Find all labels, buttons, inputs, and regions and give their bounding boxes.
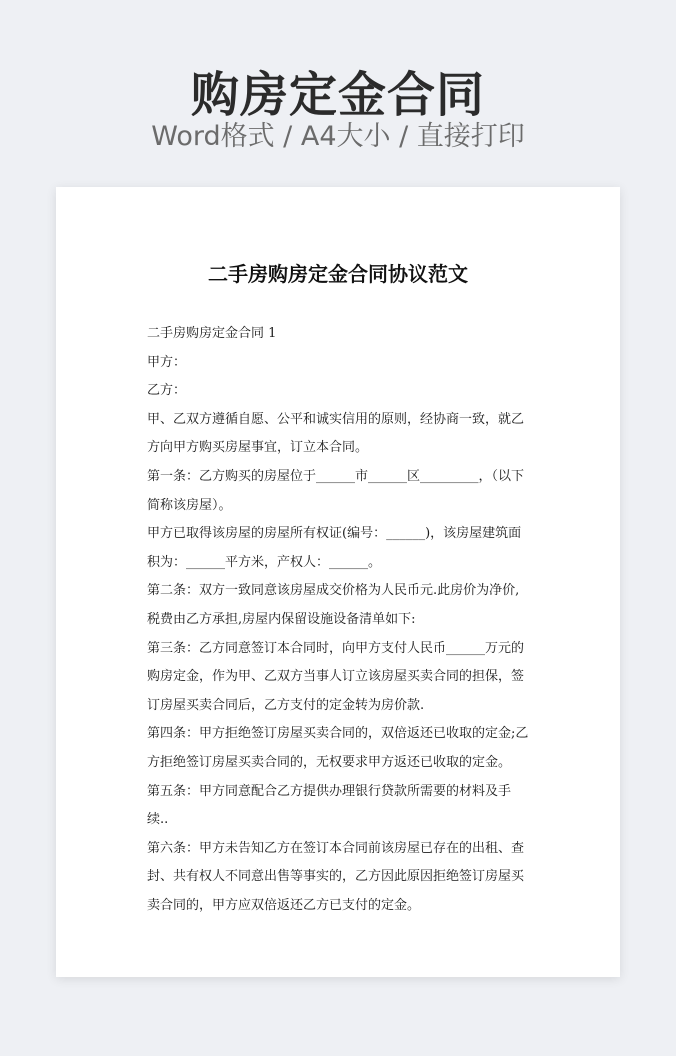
paragraph-article-1: 第一条：乙方购买的房屋位于______市______区_________，（以下简称该房屋）。 <box>147 468 525 513</box>
paragraph-article-3: 第三条：乙方同意签订本合同时，向甲方支付人民币______万元的购房定金，作为甲、乙双方当事人订立该房屋买卖合同的担保，签订房屋买卖合同后，乙方支付的定金转为房价款. <box>147 640 525 713</box>
banner-subtitle: Word格式 / A4大小 / 直接打印 <box>151 121 525 152</box>
paragraph-heading: 二手房购房定金合同 1 <box>147 326 277 341</box>
paragraph-party-a: 甲方： <box>147 354 187 370</box>
paragraph-article-2: 第二条：双方一致同意该房屋成交价格为人民币元.此房价为净价,税费由乙方承担,房屋内保留设施设备清单如下: <box>147 583 520 627</box>
paragraph-certificate: 甲方已取得该房屋的房屋所有权证(编号：______)，该房屋建筑面积为：______平方米，产权人：______。 <box>147 526 522 570</box>
document-body <box>147 320 531 920</box>
paragraph-intro: 甲、乙双方遵循自愿、公平和诚实信用的原则，经协商一致，就乙方向甲方购买房屋事宜，订立本合同。 <box>147 411 525 456</box>
paragraph-article-5: 第五条：甲方同意配合乙方提供办理银行贷款所需要的材料及手续.. <box>147 783 512 828</box>
paragraph-article-4: 第四条：甲方拒绝签订房屋买卖合同的，双倍返还已收取的定金;乙方拒绝签订房屋买卖合同的，无权要求甲方返还已收取的定金。 <box>147 726 529 770</box>
document-title: 二手房购房定金合同协议范文 <box>208 262 468 286</box>
paragraph-article-6: 第六条：甲方未告知乙方在签订本合同前该房屋已存在的出租、查封、共有权人不同意出售等事实的，乙方因此原因拒绝签订房屋买卖合同的，甲方应双倍返还乙方已支付的定金。 <box>147 840 525 913</box>
banner-title: 购房定金合同 <box>190 67 485 123</box>
paragraph-party-b: 乙方： <box>147 383 187 399</box>
